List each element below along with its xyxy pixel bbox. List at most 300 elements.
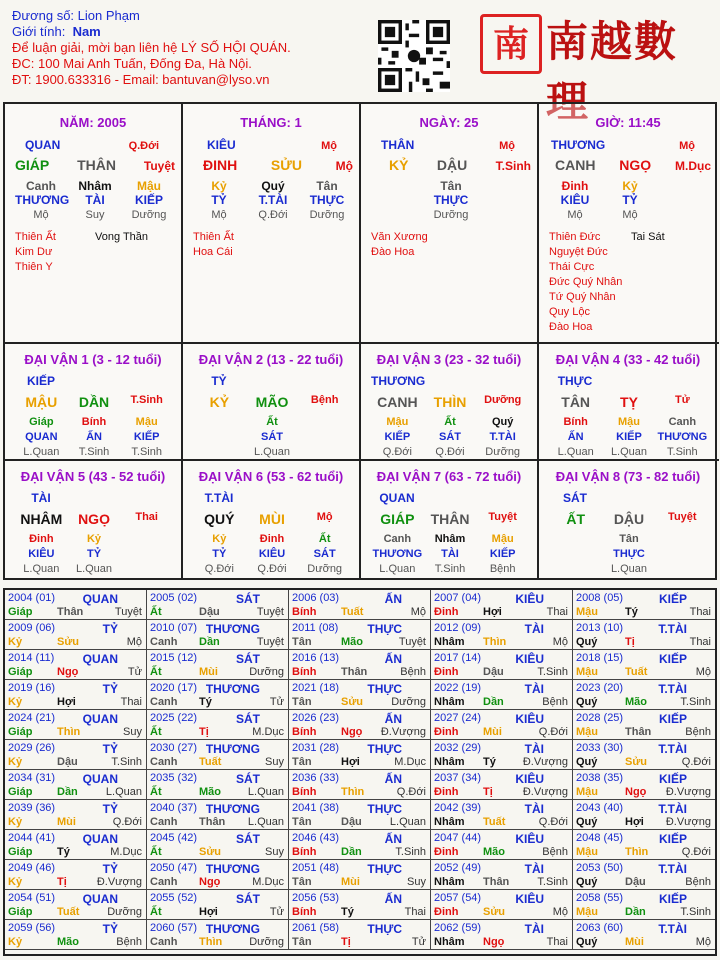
hidden-god: KIẾP xyxy=(133,431,160,443)
pillar-state: Mộ xyxy=(679,140,695,152)
year-stem: Quý xyxy=(576,756,598,768)
period-god: THỰC xyxy=(557,374,593,388)
year-stem: Mậu xyxy=(576,846,598,858)
year-god: QUAN xyxy=(82,832,118,846)
year-cell xyxy=(147,680,289,710)
pillar-state: Mộ xyxy=(321,140,337,152)
year-stem: Kỷ xyxy=(8,756,23,768)
hidden-god: THỰC xyxy=(309,193,345,207)
year-stage: Suy xyxy=(265,756,284,768)
pillar-state: Mộ xyxy=(499,140,515,152)
year-cell xyxy=(289,590,431,620)
hidden-stage: Mộ xyxy=(567,209,583,221)
hidden-stage: L.Quan xyxy=(253,446,291,458)
year-god: TỶ xyxy=(102,802,118,816)
year-branch: Tị xyxy=(483,786,493,798)
year-label: 2025 (22) xyxy=(150,712,198,724)
year-branch: Dần xyxy=(483,696,504,708)
year-cell xyxy=(147,830,289,860)
year-cell xyxy=(431,620,573,650)
year-stage: Mộ xyxy=(126,636,142,648)
year-label: 2051 (48) xyxy=(292,862,340,874)
star-item: Thiên Đức xyxy=(549,231,601,243)
year-cell xyxy=(431,920,573,950)
year-god: T.TÀI xyxy=(658,922,687,936)
hidden-god xyxy=(193,431,246,443)
luck-period-cell xyxy=(5,344,181,463)
year-branch: Thân xyxy=(199,816,226,828)
hidden-stem: Quý xyxy=(261,179,285,193)
star-list xyxy=(371,230,428,260)
year-stage: Đ.Vượng xyxy=(665,786,711,798)
year-cell xyxy=(573,830,715,860)
period-stage: Bệnh xyxy=(310,394,339,406)
year-god: KIẾP xyxy=(658,592,687,606)
year-stem: Quý xyxy=(576,936,598,948)
year-god: QUAN xyxy=(82,652,118,666)
year-cell xyxy=(147,620,289,650)
year-label: 2027 (24) xyxy=(434,712,482,724)
year-stage: Tuyệt xyxy=(256,606,284,618)
year-branch: Mùi xyxy=(57,816,76,828)
year-label: 2014 (11) xyxy=(8,652,55,664)
year-label: 2030 (27) xyxy=(150,742,198,754)
star-item: Nguyệt Đức xyxy=(549,246,608,258)
year-god: KIÊU xyxy=(515,892,544,906)
gender-value: Nam xyxy=(72,24,101,39)
hidden-stem: Đinh xyxy=(561,179,589,193)
hidden-stem: Tân xyxy=(619,533,639,545)
year-stage: Đ.Vượng xyxy=(665,816,711,828)
year-label: 2034 (31) xyxy=(8,772,56,784)
period-stem: ẤT xyxy=(566,511,585,527)
hidden-stem: Mậu xyxy=(386,416,409,428)
year-label: 2036 (33) xyxy=(292,772,340,784)
year-stem: Kỷ xyxy=(8,816,23,828)
year-cell xyxy=(431,650,573,680)
year-stage: Q.Đới xyxy=(538,816,568,828)
year-stage: Q.Đới xyxy=(681,756,711,768)
year-god: THỰC xyxy=(367,742,402,756)
hidden-god: KIẾP xyxy=(616,431,642,443)
pillar-title: THÁNG: 1 xyxy=(240,115,302,130)
year-cell xyxy=(431,860,573,890)
year-stage: Mộ xyxy=(552,636,568,648)
year-stage: Mộ xyxy=(410,606,426,618)
year-cell xyxy=(147,800,289,830)
pillar-month xyxy=(183,104,359,342)
year-stem: Nhâm xyxy=(434,936,465,948)
year-label: 2015 (12) xyxy=(150,652,198,664)
year-branch: Dậu xyxy=(625,876,646,888)
year-branch: Thân xyxy=(625,726,652,738)
period-branch: NGỌ xyxy=(78,511,110,527)
hidden-stem: Mậu xyxy=(137,179,161,193)
year-stem: Tân xyxy=(292,636,312,648)
year-stage: Bệnh xyxy=(685,726,711,738)
luck-period-title: ĐẠI VẬN 3 (23 - 32 tuổi) xyxy=(376,352,522,367)
year-branch: Tuất xyxy=(341,606,364,618)
address-line: ĐC: 100 Mai Anh Tuấn, Đống Đa, Hà Nội. xyxy=(12,56,252,71)
year-label: 2043 (40) xyxy=(576,802,624,814)
year-stage: Q.Đới xyxy=(681,846,711,858)
year-branch: Tý xyxy=(625,606,638,618)
four-pillars-chart xyxy=(3,102,717,580)
hidden-stem: Tân xyxy=(440,179,462,193)
star-list xyxy=(15,230,56,275)
year-branch: Tuất xyxy=(57,906,80,918)
year-stem: Ất xyxy=(150,606,162,618)
year-cell xyxy=(431,800,573,830)
hidden-stem xyxy=(120,533,173,545)
year-label: 2050 (47) xyxy=(150,862,198,874)
year-branch: Mùi xyxy=(625,936,644,948)
year-stem: Quý xyxy=(576,696,598,708)
period-stem: QUÝ xyxy=(204,511,235,527)
hidden-stem xyxy=(193,416,246,428)
year-stem: Ất xyxy=(150,906,162,918)
hidden-stage: Suy xyxy=(85,209,105,221)
growth-stage: M.Dục xyxy=(675,159,711,173)
year-god: THƯƠNG xyxy=(205,802,260,816)
year-stage: Đ.Vượng xyxy=(96,876,142,888)
year-label: 2017 (14) xyxy=(434,652,482,664)
star-item: Thiên Ất xyxy=(15,231,56,243)
bad-star-list xyxy=(631,230,665,245)
earthly-branch: THÂN xyxy=(77,157,116,173)
year-stage: Mộ xyxy=(552,906,568,918)
year-cell xyxy=(147,770,289,800)
year-label: 2053 (50) xyxy=(576,862,624,874)
brand-seal-icon: 南 xyxy=(480,14,542,74)
year-branch: Tuất xyxy=(625,666,648,678)
hidden-god: ẤN xyxy=(567,431,584,443)
hidden-god: KIẾP xyxy=(489,548,516,560)
year-branch: Thìn xyxy=(483,636,507,648)
hidden-stage xyxy=(298,446,351,458)
year-god: THƯƠNG xyxy=(205,922,260,936)
hidden-god: SÁT xyxy=(261,431,283,443)
year-cell xyxy=(289,770,431,800)
year-cell xyxy=(5,800,147,830)
year-stage: M.Dục xyxy=(252,726,284,738)
year-branch: Hợi xyxy=(341,756,360,768)
period-stem: CANH xyxy=(377,394,418,410)
year-stem: Ất xyxy=(150,846,162,858)
year-label: 2058 (55) xyxy=(576,892,624,904)
hidden-stem: Kỷ xyxy=(622,179,638,193)
year-god: SÁT xyxy=(236,772,260,786)
hidden-god: THƯƠNG xyxy=(372,548,423,560)
year-label: 2033 (30) xyxy=(576,742,624,754)
period-stage: Tuyệt xyxy=(668,511,697,523)
year-stage: Bệnh xyxy=(685,876,711,888)
year-god: KIẾP xyxy=(658,772,687,786)
year-god: TỶ xyxy=(102,922,118,936)
year-cell xyxy=(573,590,715,620)
year-stem: Mậu xyxy=(576,726,598,738)
year-stem: Tân xyxy=(292,816,312,828)
year-cell xyxy=(147,590,289,620)
year-stem: Mậu xyxy=(576,786,598,798)
year-god: KIẾP xyxy=(658,832,687,846)
year-label: 2047 (44) xyxy=(434,832,482,844)
year-label: 2063 (60) xyxy=(576,922,624,934)
hidden-god: TÀI xyxy=(441,548,459,560)
year-stem: Giáp xyxy=(8,906,33,918)
year-stem: Đinh xyxy=(434,666,459,678)
hidden-god: THỰC xyxy=(613,548,645,560)
growth-stage: Mộ xyxy=(335,159,353,173)
pillar-year xyxy=(5,104,181,342)
hidden-stem: Nhâm xyxy=(78,179,112,193)
year-branch: Tị xyxy=(625,636,635,648)
year-label: 2038 (35) xyxy=(576,772,624,784)
year-label: 2019 (16) xyxy=(8,682,56,694)
year-god: T.TÀI xyxy=(658,682,687,696)
year-branch: Tuất xyxy=(483,816,506,828)
year-label: 2032 (29) xyxy=(434,742,482,754)
star-item: Đào Hoa xyxy=(549,321,593,333)
year-branch: Tý xyxy=(57,846,70,858)
hidden-god xyxy=(656,548,709,560)
owner-name: Lion Phạm xyxy=(77,8,140,23)
heavenly-stem: GIÁP xyxy=(15,157,50,173)
name-label: Đương số: xyxy=(12,8,75,23)
hidden-stage xyxy=(120,563,173,575)
year-branch: Thìn xyxy=(199,936,223,948)
year-stage: Thai xyxy=(546,936,568,948)
year-god: T.TÀI xyxy=(658,742,687,756)
year-stage: T.Sinh xyxy=(395,846,426,858)
luck-period-cell xyxy=(539,344,717,463)
hidden-stem: Tân xyxy=(316,179,338,193)
year-stage: Tử xyxy=(269,696,284,708)
year-stage: Tuyệt xyxy=(256,636,284,648)
hidden-god: QUAN xyxy=(25,431,58,443)
year-cell xyxy=(573,620,715,650)
year-cell xyxy=(289,890,431,920)
period-stage: Tuyệt xyxy=(488,511,517,523)
star-item: Thái Cực xyxy=(549,261,595,273)
year-god: ẤN xyxy=(384,772,402,786)
hidden-stage: Q.Đới xyxy=(435,446,465,458)
year-stage: Tử xyxy=(127,666,142,678)
period-stage: Tử xyxy=(674,394,690,406)
year-god: TÀI xyxy=(524,802,544,816)
hidden-god: TỶ xyxy=(86,548,102,560)
year-stage: Bệnh xyxy=(400,666,426,678)
year-stem: Giáp xyxy=(8,786,33,798)
year-stage: Tuyệt xyxy=(398,636,426,648)
year-cell xyxy=(147,710,289,740)
year-god: TÀI xyxy=(524,622,544,636)
year-stem: Canh xyxy=(150,636,178,648)
year-god: THỰC xyxy=(367,922,402,936)
year-stem: Ất xyxy=(150,666,162,678)
year-label: 2024 (21) xyxy=(8,712,56,724)
year-stage: Thai xyxy=(546,606,568,618)
period-god: SÁT xyxy=(563,491,587,505)
year-god: T.TÀI xyxy=(658,802,687,816)
year-stem: Ất xyxy=(150,786,162,798)
star-item: Vong Thần xyxy=(95,231,149,243)
year-stage: Dưỡng xyxy=(391,696,426,708)
luck-period-title: ĐẠI VẬN 8 (73 - 82 tuổi) xyxy=(555,469,701,484)
year-stem: Bính xyxy=(292,906,317,918)
year-label: 2007 (04) xyxy=(434,592,482,604)
year-stage: Q.Đới xyxy=(538,726,568,738)
year-stem: Tân xyxy=(292,756,312,768)
hidden-god: SÁT xyxy=(313,548,336,560)
hidden-god: T.TÀI xyxy=(489,431,516,443)
hidden-god: TÀI xyxy=(85,193,105,207)
year-label: 2062 (59) xyxy=(434,922,482,934)
year-branch: Ngọ xyxy=(625,786,647,798)
year-cell xyxy=(289,800,431,830)
year-label: 2039 (36) xyxy=(8,802,56,814)
year-stage: Bệnh xyxy=(542,846,568,858)
hidden-stage: L.Quan xyxy=(610,563,648,575)
year-branch: Tý xyxy=(199,696,212,708)
luck-period-title: ĐẠI VẬN 4 (33 - 42 tuổi) xyxy=(555,352,701,367)
year-stem: Bính xyxy=(292,666,317,678)
year-stem: Canh xyxy=(150,756,178,768)
year-label: 2021 (18) xyxy=(292,682,340,694)
year-god: ẤN xyxy=(384,712,402,726)
luck-period-cell xyxy=(539,461,717,580)
year-label: 2045 (42) xyxy=(150,832,198,844)
star-item: Tai Sát xyxy=(631,231,665,243)
year-stem: Kỷ xyxy=(8,636,23,648)
year-stem: Canh xyxy=(150,936,178,948)
year-label: 2049 (46) xyxy=(8,862,56,874)
year-stage: T.Sinh xyxy=(680,696,711,708)
year-cell xyxy=(289,680,431,710)
phone-email-line: ĐT: 1900.633316 - Email: bantuvan@lyso.vn xyxy=(12,72,270,87)
hidden-stage: Mộ xyxy=(211,209,227,221)
hidden-stem xyxy=(549,533,602,545)
year-god: KIẾP xyxy=(658,892,687,906)
year-branch: Thân xyxy=(57,606,84,618)
year-stem: Nhâm xyxy=(434,876,465,888)
year-label: 2046 (43) xyxy=(292,832,340,844)
year-stem: Đinh xyxy=(434,906,459,918)
year-stem: Quý xyxy=(576,876,598,888)
hidden-stage: Bệnh xyxy=(489,563,516,575)
hidden-stem: Canh xyxy=(668,416,697,428)
year-stem: Tân xyxy=(292,876,312,888)
year-stage: M.Dục xyxy=(110,846,142,858)
star-item: Tứ Quý Nhân xyxy=(549,291,616,303)
pillar-title: NGÀY: 25 xyxy=(419,115,479,130)
hidden-stage: Q.Đới xyxy=(204,563,234,575)
year-label: 2052 (49) xyxy=(434,862,482,874)
year-cell xyxy=(5,860,147,890)
year-stage: Q.Đới xyxy=(112,816,142,828)
star-list xyxy=(549,230,622,335)
hidden-stem: Mậu xyxy=(617,416,640,428)
year-cell xyxy=(431,740,573,770)
gender-line xyxy=(12,24,372,40)
luck-period-title: ĐẠI VẬN 1 (3 - 12 tuổi) xyxy=(24,352,162,367)
year-cell xyxy=(289,710,431,740)
year-branch: Dần xyxy=(199,636,220,648)
year-cell xyxy=(289,920,431,950)
year-branch: Hợi xyxy=(199,906,218,918)
hidden-stage: Dưỡng xyxy=(485,446,521,458)
year-god: THỰC xyxy=(367,802,402,816)
year-stem: Bính xyxy=(292,606,317,618)
year-label: 2022 (19) xyxy=(434,682,482,694)
heavenly-stem: CANH xyxy=(555,157,596,173)
hidden-stage: Q.Đới xyxy=(257,563,287,575)
star-list xyxy=(193,230,234,260)
year-cell xyxy=(573,800,715,830)
year-god: KIÊU xyxy=(515,832,544,846)
year-stem: Quý xyxy=(576,636,598,648)
period-god: THƯƠNG xyxy=(371,374,426,388)
hidden-stem: Ất xyxy=(444,416,456,428)
year-label: 2016 (13) xyxy=(292,652,340,664)
growth-stage: Tuyệt xyxy=(143,159,175,173)
year-cell xyxy=(289,620,431,650)
brand-logo: 南越數理 xyxy=(546,17,679,126)
period-branch: MÙI xyxy=(259,511,285,527)
year-branch: Sửu xyxy=(199,846,222,858)
period-stem: MẬU xyxy=(25,394,58,410)
hidden-stage: Mộ xyxy=(622,209,638,221)
year-stem: Nhâm xyxy=(434,756,465,768)
star-item: Thiên Ất xyxy=(193,231,234,243)
period-branch: TỴ xyxy=(620,394,638,410)
hidden-stem: Giáp xyxy=(29,416,54,428)
year-label: 2020 (17) xyxy=(150,682,198,694)
year-god: KIÊU xyxy=(515,592,544,606)
year-branch: Mão xyxy=(199,786,221,798)
year-stage: T.Sinh xyxy=(537,876,568,888)
qr-code-icon[interactable] xyxy=(378,20,450,92)
heavenly-stem: ĐINH xyxy=(203,157,238,173)
year-label: 2013 (10) xyxy=(576,622,624,634)
period-god: T.TÀI xyxy=(204,491,234,505)
hidden-stage: T.Sinh xyxy=(78,446,110,458)
year-stage: Tử xyxy=(269,906,284,918)
year-stage: Dưỡng xyxy=(249,666,284,678)
year-stem: Mậu xyxy=(576,606,598,618)
year-cell xyxy=(573,650,715,680)
year-stem: Đinh xyxy=(434,606,459,618)
year-god: SÁT xyxy=(236,892,260,906)
hidden-stem: Bính xyxy=(81,416,107,428)
year-god: TỶ xyxy=(102,682,118,696)
year-god: TỶ xyxy=(102,862,118,876)
year-cell xyxy=(5,740,147,770)
hidden-stage xyxy=(193,446,246,458)
year-stage: Tử xyxy=(411,936,426,948)
main-god: THƯƠNG xyxy=(551,138,606,152)
hidden-god: TỶ xyxy=(211,193,227,207)
year-god: SÁT xyxy=(236,592,260,606)
year-cell xyxy=(147,860,289,890)
year-label: 2037 (34) xyxy=(434,772,482,784)
year-stem: Bính xyxy=(292,786,317,798)
year-branch: Dậu xyxy=(199,606,220,618)
year-label: 2012 (09) xyxy=(434,622,482,634)
hidden-god xyxy=(298,431,351,443)
year-branch: Ngọ xyxy=(57,666,79,678)
year-god: QUAN xyxy=(82,892,118,906)
